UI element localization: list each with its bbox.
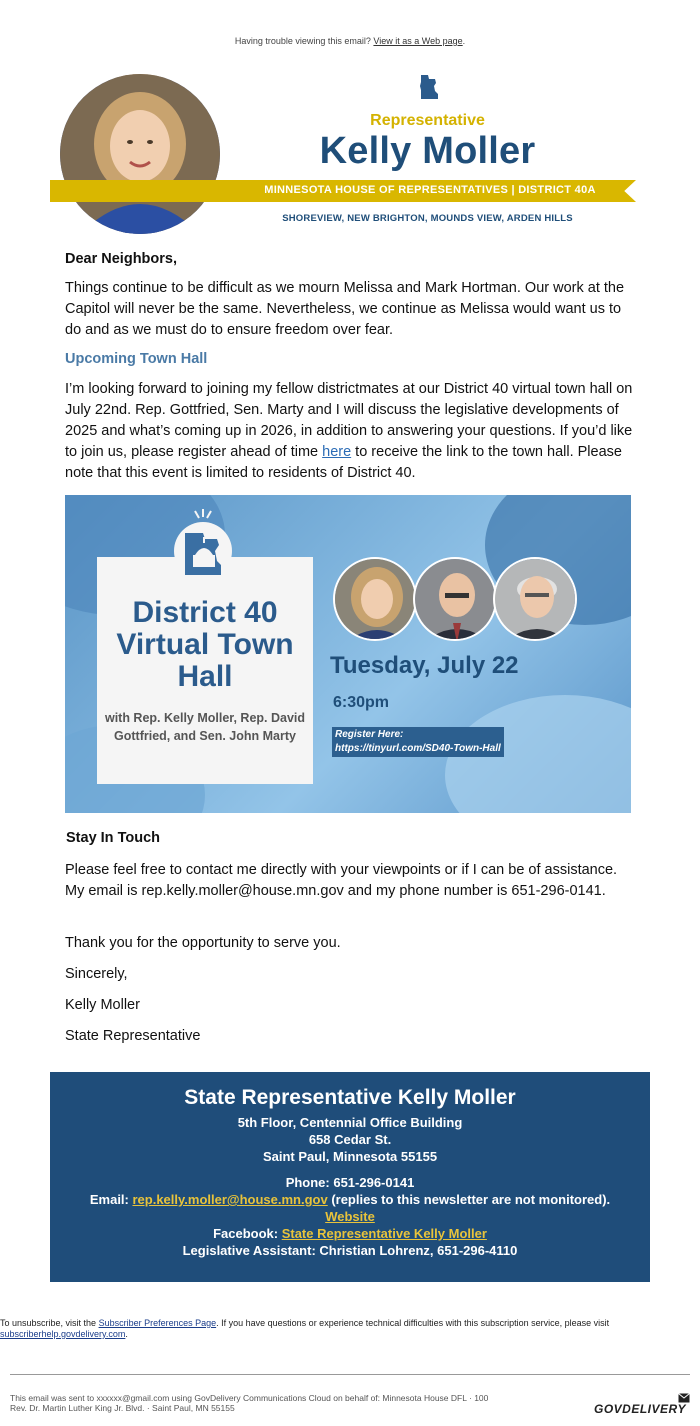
district-banner-text: MINNESOTA HOUSE OF REPRESENTATIVES | DISTRICT 40A [264, 184, 596, 196]
website-link[interactable]: Website [325, 1209, 375, 1224]
representative-name: Kelly Moller [319, 130, 536, 172]
sent-notice: This email was sent to xxxxxx@gmail.com using GovDelivery Communications Cloud on behalf of: Minnesota House DFL · 100 Rev. Dr. Martin Luther King Jr. Blvd. · Saint Paul, MN 55155 [10, 1393, 489, 1413]
footer-assistant: Legislative Assistant: Christian Lohrenz, 651-296-4110 [182, 1243, 518, 1258]
signature-title: State Representative [65, 1028, 201, 1044]
web-view-text: Having trouble viewing this email? [234, 36, 371, 46]
minnesota-state-icon [415, 74, 441, 100]
facebook-link[interactable]: State Representative Kelly Moller [281, 1226, 487, 1241]
web-view-notice: Having trouble viewing this email? View it as a Web page. [234, 36, 466, 46]
marty-photo [493, 557, 577, 641]
town-hall-heading: Upcoming Town Hall [65, 351, 208, 367]
signature-name: Kelly Moller [65, 997, 140, 1013]
town-hall-graphic[interactable] [65, 495, 631, 813]
representative-label: Representative [370, 112, 485, 129]
closing: Sincerely, [65, 966, 128, 982]
web-view-link[interactable]: View it as a Web page [373, 36, 463, 46]
footer-email-link[interactable]: rep.kelly.moller@house.mn.gov [132, 1192, 328, 1207]
newsletter-header [50, 70, 650, 240]
register-here-link[interactable]: here [322, 444, 352, 460]
footer-facebook-line: Facebook: State Representative Kelly Moller [213, 1226, 487, 1241]
unsubscribe-notice: To unsubscribe, visit the Subscriber Preferences Page. If you have questions or experience technical difficulties with this subscription service, please visit subscriberhelp.govdelivery.com. [0, 1318, 610, 1339]
paragraph-thanks: Thank you for the opportunity to serve you. [65, 935, 341, 951]
greeting: Dear Neighbors, [65, 251, 177, 267]
paragraph-contact: Please feel free to contact me directly with your viewpoints or if I can be of assistance. My email is rep.kelly.moller@house.mn.gov and my phone number is 651-296-0141. [65, 862, 618, 899]
footer-divider [10, 1374, 690, 1375]
town-hall-time: 6:30pm [333, 694, 390, 711]
gottfried-photo [413, 557, 497, 641]
footer-email-line: Email: rep.kelly.moller@house.mn.gov (replies to this newsletter are not monitored). [89, 1192, 611, 1207]
footer-title: State Representative Kelly Moller [184, 1086, 516, 1109]
envelope-icon [678, 1393, 690, 1403]
subscriber-preferences-link[interactable]: Subscriber Preferences Page [98, 1318, 217, 1328]
paragraph-mourning: Things continue to be difficult as we mourn Melissa and Mark Hortman. Our work at the Capitol will never be the same. Nevertheless, we continue as Melissa would want us to do and as we must do to ensure freedom over fear. [65, 280, 625, 338]
govdelivery-logo[interactable]: GOVDELIVERY [594, 1402, 686, 1416]
representative-photo [60, 74, 220, 234]
footer-address-3: Saint Paul, Minnesota 55155 [262, 1149, 438, 1164]
footer-website-line [50, 1208, 650, 1225]
capitol-minnesota-icon [173, 505, 233, 585]
footer-phone: Phone: 651-296-0141 [285, 1175, 415, 1190]
register-url: https://tinyurl.com/SD40-Town-Hall [335, 743, 501, 754]
contact-footer [50, 1072, 650, 1282]
moller-photo [333, 557, 417, 641]
footer-address-2: 658 Cedar St. [308, 1132, 392, 1147]
register-label: Register Here: [335, 729, 404, 740]
footer-address-1: 5th Floor, Centennial Office Building [237, 1115, 463, 1130]
town-hall-title: District 40 Virtual Town Hall [116, 596, 294, 693]
register-box [332, 727, 504, 757]
paragraph-town-hall: I’m looking forward to joining my fellow districtmates at our District 40 virtual town hall on July 22nd. Rep. Gottfried, Sen. Marty and I will discuss the legislative developments of 2025 and what’s coming up in 2026, in addition to answering your questions. If you’d like to join us, please register ahead of time here to receive the link to the town hall. Please note that this event is limited to residents of District 40. [65, 381, 633, 481]
town-hall-subtitle: with Rep. Kelly Moller, Rep. David Gottfried, and Sen. John Marty [104, 711, 306, 743]
town-hall-date: Tuesday, July 22 [330, 652, 519, 679]
subscriber-help-link[interactable]: subscriberhelp.govdelivery.com [0, 1329, 126, 1339]
district-cities: SHOREVIEW, NEW BRIGHTON, MOUNDS VIEW, ARDEN HILLS [282, 213, 573, 224]
stay-in-touch-heading: Stay In Touch [66, 830, 160, 846]
